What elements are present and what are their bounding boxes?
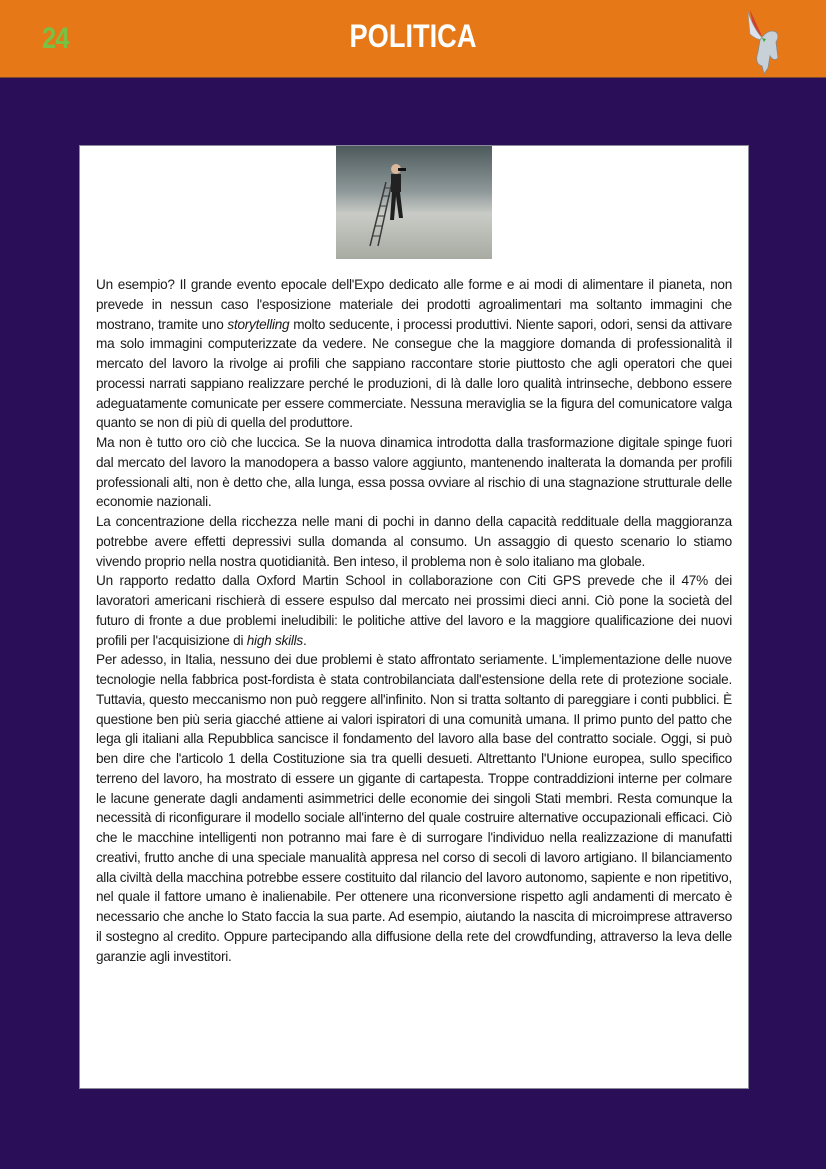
pegasus-logo-icon: [740, 6, 792, 78]
article-body: [96, 275, 732, 966]
italic-term: storytelling: [227, 316, 290, 332]
paragraph: Per adesso, in Italia, nessuno dei due problemi è stato affrontato seriamente. L'implementazione delle nuove tecnologie nella fabbrica post-fordista è stata controbilanciata dall'estensione della rete di protezione sociale. Tuttavia, questo meccanismo non può reggere all'infinito. Non si tratta soltanto di pareggiare i conti pubblici. È questione ben più seria giacché attiene ai valori ispiratori di una comunità umana. Il primo punto del patto che lega gli italiani alla Repubblica sancisce il fondamento del lavoro alla base del contratto sociale. Oggi, si può ben dire che l'articolo 1 della Costituzione sia tra quelli desueti. Altrettanto l'Unione europea, sullo specifico terreno del lavoro, ha mostrato di essere un gigante di cartapesta. Troppe contraddizioni interne per colmare le lacune generate dagli andamenti asimmetrici delle economie dei singoli Stati membri. Resta comunque la necessità di riconfigurare il modello sociale all'interno del quale costruire alternative occupazionali efficaci. Ciò che le macchine intelligenti non potranno mai fare è di surrogare l'individuo nella realizzazione di manufatti creativi, frutto anche di una speciale manualità appresa nel corso di secoli di lavoro artigiano. Il bilanciamento alla civiltà della macchina potrebbe essere costituito dal rilancio del lavoro autonomo, sapiente e non ripetitivo, nel quale il fattore umano è inalienabile. Per ottenere una riconversione rispetto agli andamenti di mercato è necessario che anche lo Stato faccia la sua parte. Ad esempio, aiutando la nascita di microimprese attraverso il sostegno al credito. Oppure partecipando alla diffusione della rete del crowdfunding, attraverso la leva delle garanzie agli investitori.: [96, 652, 732, 964]
article-card: [79, 145, 749, 1089]
page-number: 24: [42, 22, 69, 55]
section-title: POLITICA: [349, 18, 477, 54]
paragraph: La concentrazione della ricchezza nelle mani di pochi in danno della capacità reddituale della maggioranza potrebbe avere effetti depressivi sulla domanda al consumo. Un assaggio di questo scenario lo stiamo vivendo proprio nella nostra quotidianità. Ben inteso, il problema non è solo italiano ma globale.: [96, 514, 732, 569]
page-header: [0, 0, 826, 78]
italic-term: high skills: [246, 632, 303, 648]
man-on-ladder-image-icon: [336, 146, 492, 259]
paragraph: Un rapporto redatto dalla Oxford Martin School in collaborazione con Citi GPS prevede che il 47% dei lavoratori americani rischierà di essere espulso dal mercato nei prossimi dieci anni. Ciò pone la società del futuro di fronte a due problemi ineludibili: le politiche attive del lavoro e la maggiore qualificazione dei nuovi profili per l'acquisizione di high skills.: [96, 573, 732, 648]
article-photo: [336, 146, 492, 259]
paragraph: Ma non è tutto oro ciò che luccica. Se la nuova dinamica introdotta dalla trasformazione digitale spinge fuori dal mercato del lavoro la manodopera a basso valore aggiunto, mantenendo inalterata la domanda per profili professionali alti, non è detto che, alla lunga, essa possa ovviare al rischio di una stagnazione strutturale delle economie nazionali.: [96, 435, 732, 510]
paragraph: Un esempio? Il grande evento epocale dell'Expo dedicato alle forme e ai modi di alimentare il pianeta, non prevede in nessun caso l'esposizione materiale dei prodotti agroalimentari ma soltanto immagini che mostrano, tramite uno storytelling molto seducente, i processi produttivi. Niente sapori, odori, sensi da attivare ma solo immagini computerizzate da vedere. Ne consegue che la maggiore domanda di professionalità il mercato del lavoro la rivolge ai profili che sappiano raccontare storie piuttosto che agli operatori che quei processi narrati sappiano realizzare perché le produzioni, di là dalle loro qualità intrinseche, debbono essere adeguatamente comunicate per essere commerciate. Nessuna meraviglia se la figura del comunicatore valga quanto se non di più di quella del produttore.: [96, 277, 733, 431]
